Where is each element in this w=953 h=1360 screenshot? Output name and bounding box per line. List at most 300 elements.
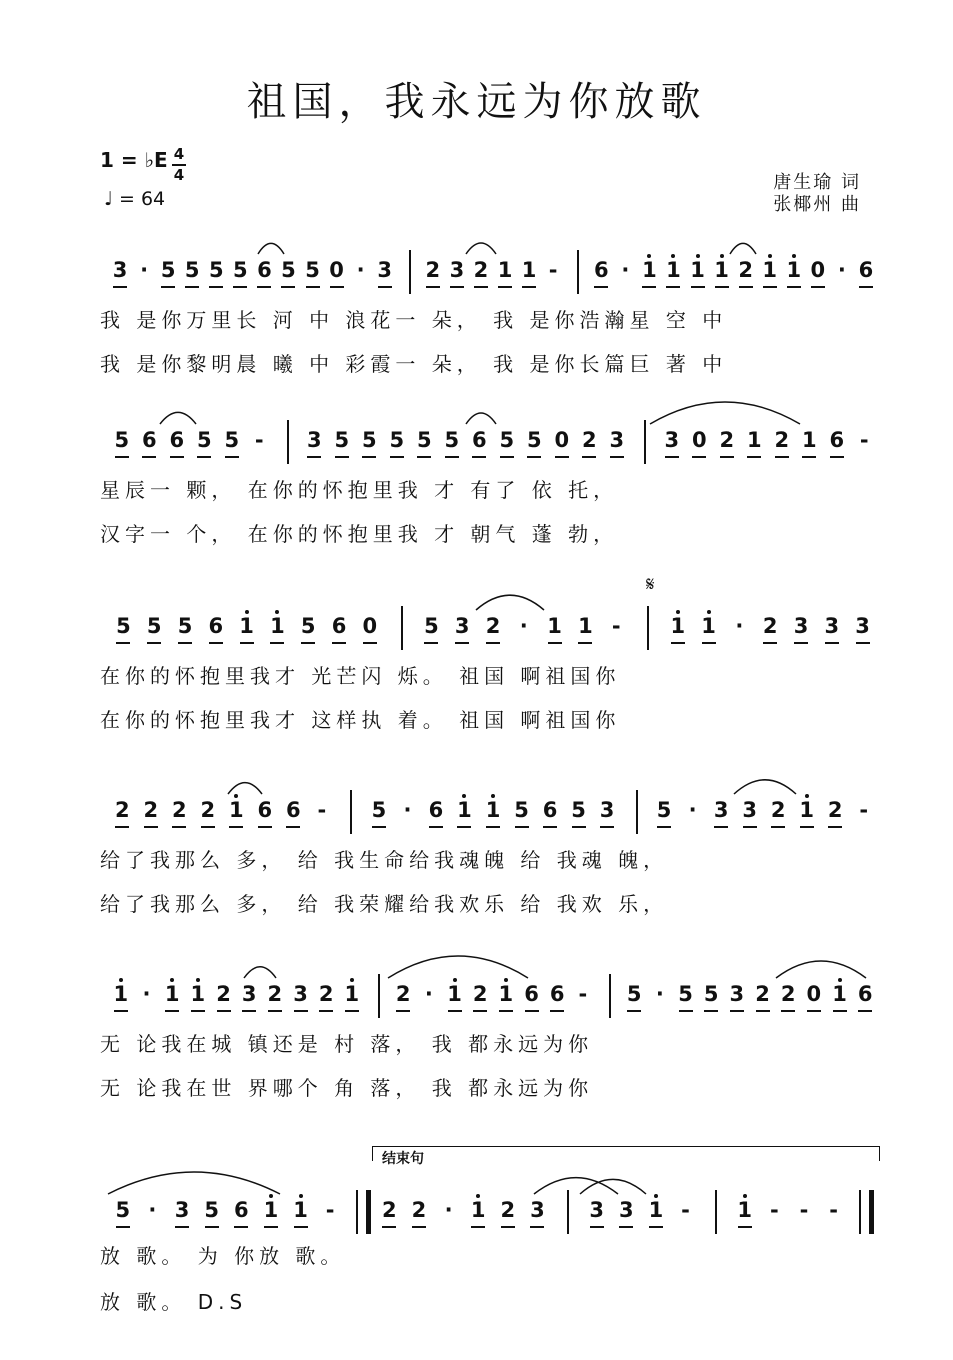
beat-underline	[627, 1010, 641, 1012]
note: 1	[483, 798, 503, 822]
dot-mark: ·	[735, 614, 744, 638]
beat-underline	[257, 286, 271, 288]
note: 3	[447, 258, 467, 282]
barline	[409, 250, 411, 294]
beat-underline	[657, 826, 671, 828]
beat-underline	[450, 286, 464, 288]
dot-mark: ·	[142, 982, 151, 1006]
note: 5	[569, 798, 589, 822]
beat-underline	[172, 826, 186, 828]
note: 0	[808, 258, 828, 282]
beat-underline	[281, 286, 295, 288]
ending-bracket	[372, 1146, 880, 1161]
dash-mark: -	[829, 1198, 838, 1222]
note: 1	[237, 614, 257, 638]
high-octave-dot	[269, 1194, 273, 1198]
beat-underline	[209, 642, 223, 644]
note: 3	[616, 1198, 636, 1222]
beat-underline	[555, 456, 569, 458]
beat-underline	[294, 1010, 308, 1012]
beat-underline	[691, 286, 705, 288]
beat-underline	[294, 1226, 308, 1228]
beat-underline	[738, 1226, 752, 1228]
note: 2	[470, 982, 490, 1006]
dot-mark: ·	[688, 798, 697, 822]
beat-underline	[474, 286, 488, 288]
dash-mark: -	[859, 428, 869, 452]
high-octave-dot	[805, 794, 809, 798]
high-octave-dot	[838, 978, 842, 982]
note: 5	[332, 428, 352, 452]
beat-underline	[205, 1226, 219, 1228]
beat-underline	[144, 826, 158, 828]
note: 6	[231, 1198, 251, 1222]
slur-arc	[244, 967, 276, 978]
note: 3	[597, 798, 617, 822]
lyric-verse-2: 放 歌。 D.S	[100, 1290, 248, 1314]
note: 3	[791, 614, 811, 638]
high-octave-dot	[119, 978, 123, 982]
beat-underline	[307, 456, 321, 458]
note: 1	[291, 1198, 311, 1222]
note: 6	[856, 258, 876, 282]
beat-underline	[345, 1010, 359, 1012]
slur-arc	[476, 595, 544, 610]
beat-underline	[372, 826, 386, 828]
beat-underline	[457, 826, 471, 828]
note: 2	[483, 614, 503, 638]
note: 2	[768, 798, 788, 822]
note: 1	[188, 982, 208, 1006]
beat-underline	[116, 1226, 130, 1228]
beat-underline	[455, 642, 469, 644]
note: 0	[804, 982, 824, 1006]
dot-mark: ·	[621, 258, 630, 282]
high-octave-dot	[350, 978, 354, 982]
note: 1	[162, 982, 182, 1006]
beat-underline	[233, 286, 247, 288]
note: 1	[575, 614, 595, 638]
beat-underline	[800, 826, 814, 828]
note: 2	[736, 258, 756, 282]
note: 5	[359, 428, 379, 452]
note: 5	[158, 258, 178, 282]
note: 5	[624, 982, 644, 1006]
slur-arc	[466, 243, 496, 254]
note: 5	[512, 798, 532, 822]
dot-mark: ·	[424, 982, 433, 1006]
beat-underline	[319, 1010, 333, 1012]
beat-underline	[679, 1010, 693, 1012]
beat-underline	[115, 826, 129, 828]
note: 2	[772, 428, 792, 452]
beat-underline	[363, 642, 377, 644]
note: 2	[423, 258, 443, 282]
beat-underline	[330, 286, 344, 288]
note: 2	[169, 798, 189, 822]
note: 3	[239, 982, 259, 1006]
beat-underline	[825, 642, 839, 644]
note: 1	[445, 982, 465, 1006]
beat-underline	[665, 456, 679, 458]
high-octave-dot	[676, 610, 680, 614]
dash-mark: -	[799, 1198, 809, 1222]
note: 6	[426, 798, 446, 822]
dash-mark: -	[254, 428, 264, 452]
high-octave-dot	[245, 610, 249, 614]
beat-underline	[702, 642, 716, 644]
notation-row	[100, 982, 880, 1022]
note: 6	[139, 428, 159, 452]
note: 6	[855, 982, 875, 1006]
slur-arc	[228, 783, 262, 794]
beat-underline	[747, 456, 761, 458]
note: 5	[421, 614, 441, 638]
high-octave-dot	[170, 978, 174, 982]
note: 3	[853, 614, 873, 638]
note: 3	[607, 428, 627, 452]
ending-label: 结束句	[382, 1151, 424, 1167]
beat-underline	[715, 286, 729, 288]
beat-underline	[594, 286, 608, 288]
note: 1	[519, 258, 539, 282]
note: 1	[545, 614, 565, 638]
lyric-verse-2: 无 论我在世 界哪个 角 落， 我 都永远为你	[100, 1076, 594, 1100]
beat-underline	[178, 642, 192, 644]
beat-underline	[378, 286, 392, 288]
segno-sign: 𝄋	[646, 572, 655, 596]
note: 2	[393, 982, 413, 1006]
time-signature-bottom: 4	[173, 166, 185, 184]
slur-arc	[160, 412, 196, 424]
slur-arc	[466, 413, 496, 424]
barline	[636, 790, 638, 834]
barline	[350, 790, 352, 834]
note: 1	[735, 1198, 755, 1222]
beat-underline	[242, 1010, 256, 1012]
note: 5	[112, 428, 132, 452]
high-octave-dot	[707, 610, 711, 614]
note: 1	[799, 428, 819, 452]
note: 2	[265, 982, 285, 1006]
beat-underline	[448, 1010, 462, 1012]
note: 2	[471, 258, 491, 282]
note: 1	[663, 258, 683, 282]
dash-mark: -	[611, 614, 621, 638]
composer-credit: 张椰州 曲	[773, 194, 861, 215]
beat-underline	[522, 286, 536, 288]
note: 3	[304, 428, 324, 452]
lyricist-credit: 唐生瑜 词	[773, 172, 861, 193]
lyric-verse-1: 给了我那么 多， 给 我生命给我魂魄 给 我魂 魄，	[100, 848, 669, 872]
beat-underline	[234, 1226, 248, 1228]
note: 1	[797, 798, 817, 822]
dash-mark: -	[859, 798, 869, 822]
score-line-5	[0, 954, 953, 1144]
beat-underline	[201, 826, 215, 828]
beat-underline	[116, 642, 130, 644]
note: 1	[760, 258, 780, 282]
note: 6	[283, 798, 303, 822]
beat-underline	[499, 1010, 513, 1012]
beat-underline	[424, 642, 438, 644]
note: 2	[760, 614, 780, 638]
note: 1	[646, 1198, 666, 1222]
dash-mark: -	[325, 1198, 335, 1222]
note: 3	[587, 1198, 607, 1222]
beat-underline	[258, 826, 272, 828]
note: 5	[202, 1198, 222, 1222]
final-barline	[859, 1190, 874, 1234]
beat-underline	[113, 286, 127, 288]
note: 3	[527, 1198, 547, 1222]
high-octave-dot	[476, 1194, 480, 1198]
note: 1	[261, 1198, 281, 1222]
lyric-verse-2: 给了我那么 多， 给 我荣耀给我欢乐 给 我欢 乐，	[100, 892, 669, 916]
note: 6	[167, 428, 187, 452]
score-line-3	[0, 572, 953, 776]
note: 5	[230, 258, 250, 282]
score-line-6	[0, 1151, 953, 1360]
note: 6	[255, 798, 275, 822]
score-line-2	[0, 400, 953, 590]
high-octave-dot	[491, 794, 495, 798]
beat-underline	[833, 1010, 847, 1012]
note: 5	[194, 428, 214, 452]
beat-underline	[115, 456, 129, 458]
beat-underline	[619, 1226, 633, 1228]
barline	[644, 420, 646, 464]
beat-underline	[165, 1010, 179, 1012]
note: 0	[327, 258, 347, 282]
beat-underline	[763, 642, 777, 644]
high-octave-dot	[234, 794, 238, 798]
beat-underline	[600, 826, 614, 828]
beat-underline	[286, 826, 300, 828]
beat-underline	[739, 286, 753, 288]
note: 1	[496, 982, 516, 1006]
barline	[567, 1190, 569, 1234]
beat-underline	[332, 642, 346, 644]
beat-underline	[671, 642, 685, 644]
note: 5	[113, 614, 133, 638]
note: 2	[778, 982, 798, 1006]
beat-underline	[781, 1010, 795, 1012]
slur-arc	[258, 243, 284, 254]
lyric-verse-2: 我 是你黎明晨 曦 中 彩霞一 朵， 我 是你长篇巨 著 中	[100, 352, 728, 376]
beat-underline	[501, 1226, 515, 1228]
barline	[715, 1190, 717, 1234]
note: 3	[711, 798, 731, 822]
dash-mark: -	[548, 258, 558, 282]
note: 5	[206, 258, 226, 282]
note: 6	[206, 614, 226, 638]
lyric-verse-2: 汉字一 个， 在你的怀抱里我 才 朝气 蓬 勃，	[100, 522, 619, 546]
note: 1	[111, 982, 131, 1006]
beat-underline	[720, 456, 734, 458]
lyric-verse-1: 星辰一 颗， 在你的怀抱里我 才 有了 依 托，	[100, 478, 619, 502]
beat-underline	[756, 1010, 770, 1012]
beat-underline	[225, 456, 239, 458]
note: 5	[414, 428, 434, 452]
dash-mark: -	[681, 1198, 690, 1222]
beat-underline	[240, 642, 254, 644]
note: 6	[547, 982, 567, 1006]
beat-underline	[426, 286, 440, 288]
note: 5	[182, 258, 202, 282]
slur-arc	[730, 243, 756, 254]
note: 1	[699, 614, 719, 638]
note: 6	[254, 258, 274, 282]
note: 5	[278, 258, 298, 282]
note: 6	[469, 428, 489, 452]
score-line-1	[0, 230, 953, 420]
high-octave-dot	[453, 978, 457, 982]
high-octave-dot	[720, 254, 724, 258]
slur-arc	[580, 1179, 646, 1194]
beat-underline	[445, 456, 459, 458]
beat-underline	[209, 286, 223, 288]
high-octave-dot	[768, 254, 772, 258]
beat-underline	[217, 1010, 231, 1012]
high-octave-dot	[743, 1194, 747, 1198]
note: 6	[522, 982, 542, 1006]
note: 5	[298, 614, 318, 638]
dash-mark: -	[769, 1198, 779, 1222]
beat-underline	[185, 286, 199, 288]
beat-underline	[858, 1010, 872, 1012]
beat-underline	[582, 456, 596, 458]
notation-row	[100, 614, 880, 654]
beat-underline	[548, 642, 562, 644]
beat-underline	[743, 826, 757, 828]
dot-mark: ·	[655, 982, 664, 1006]
note: 0	[360, 614, 380, 638]
note: 5	[524, 428, 544, 452]
dot-mark: ·	[444, 1198, 453, 1222]
note: 5	[654, 798, 674, 822]
beat-underline	[417, 456, 431, 458]
tempo-marking: ♩ = 64	[104, 188, 166, 210]
note: 3	[822, 614, 842, 638]
note: 6	[591, 258, 611, 282]
note: 5	[676, 982, 696, 1006]
note: 5	[387, 428, 407, 452]
slur-arc	[734, 780, 796, 794]
beat-underline	[859, 286, 873, 288]
high-octave-dot	[696, 254, 700, 258]
note: 2	[753, 982, 773, 1006]
beat-underline	[543, 826, 557, 828]
note: 1	[830, 982, 850, 1006]
lyric-verse-1: 无 论我在城 镇还是 村 落， 我 都永远为你	[100, 1032, 594, 1056]
note: 3	[110, 258, 130, 282]
beat-underline	[830, 456, 844, 458]
note: 6	[540, 798, 560, 822]
barline	[647, 606, 649, 650]
note: 0	[689, 428, 709, 452]
note: 2	[825, 798, 845, 822]
note: 3	[452, 614, 472, 638]
note: 1	[744, 428, 764, 452]
beat-underline	[412, 1226, 426, 1228]
slur-arc	[776, 961, 866, 978]
note: 3	[291, 982, 311, 1006]
beat-underline	[794, 642, 808, 644]
note: 1	[342, 982, 362, 1006]
beat-underline	[268, 1010, 282, 1012]
beat-underline	[264, 1226, 278, 1228]
beat-underline	[229, 826, 243, 828]
barline	[378, 974, 380, 1018]
beat-underline	[649, 1226, 663, 1228]
beat-underline	[802, 456, 816, 458]
barline	[577, 250, 579, 294]
note: 1	[712, 258, 732, 282]
score-line-4	[0, 770, 953, 960]
notation-row	[100, 1198, 880, 1238]
lyric-verse-1: 放 歌。 为 你放 歌。	[100, 1244, 346, 1268]
note: 2	[579, 428, 599, 452]
beat-underline	[335, 456, 349, 458]
barline	[609, 974, 611, 1018]
beat-underline	[270, 642, 284, 644]
dot-mark: ·	[403, 798, 412, 822]
beat-underline	[473, 1010, 487, 1012]
note: 2	[198, 798, 218, 822]
note: 3	[375, 258, 395, 282]
high-octave-dot	[299, 1194, 303, 1198]
note: 1	[668, 614, 688, 638]
notation-row	[100, 258, 880, 298]
slur-arc	[650, 402, 800, 424]
beat-underline	[811, 286, 825, 288]
beat-underline	[500, 456, 514, 458]
dot-mark: ·	[519, 614, 528, 638]
beat-underline	[714, 826, 728, 828]
beat-underline	[610, 456, 624, 458]
barline	[287, 420, 289, 464]
slur-arc	[108, 1172, 280, 1194]
note: 2	[717, 428, 737, 452]
high-octave-dot	[671, 254, 675, 258]
beat-underline	[530, 1226, 544, 1228]
beat-underline	[498, 286, 512, 288]
beat-underline	[730, 1010, 744, 1012]
beat-underline	[550, 1010, 564, 1012]
dot-mark: ·	[148, 1198, 157, 1222]
note: 6	[329, 614, 349, 638]
note: 5	[175, 614, 195, 638]
beat-underline	[642, 286, 656, 288]
note: 1	[267, 614, 287, 638]
note: 5	[144, 614, 164, 638]
slur-arc	[388, 956, 528, 978]
note: 1	[468, 1198, 488, 1222]
beat-underline	[161, 286, 175, 288]
note: 1	[688, 258, 708, 282]
beat-underline	[572, 826, 586, 828]
note: 5	[497, 428, 517, 452]
beat-underline	[704, 1010, 718, 1012]
beat-underline	[396, 1010, 410, 1012]
note: 6	[827, 428, 847, 452]
note: 2	[316, 982, 336, 1006]
note: 5	[369, 798, 389, 822]
beat-underline	[525, 1010, 539, 1012]
beat-underline	[114, 1010, 128, 1012]
beat-underline	[486, 642, 500, 644]
